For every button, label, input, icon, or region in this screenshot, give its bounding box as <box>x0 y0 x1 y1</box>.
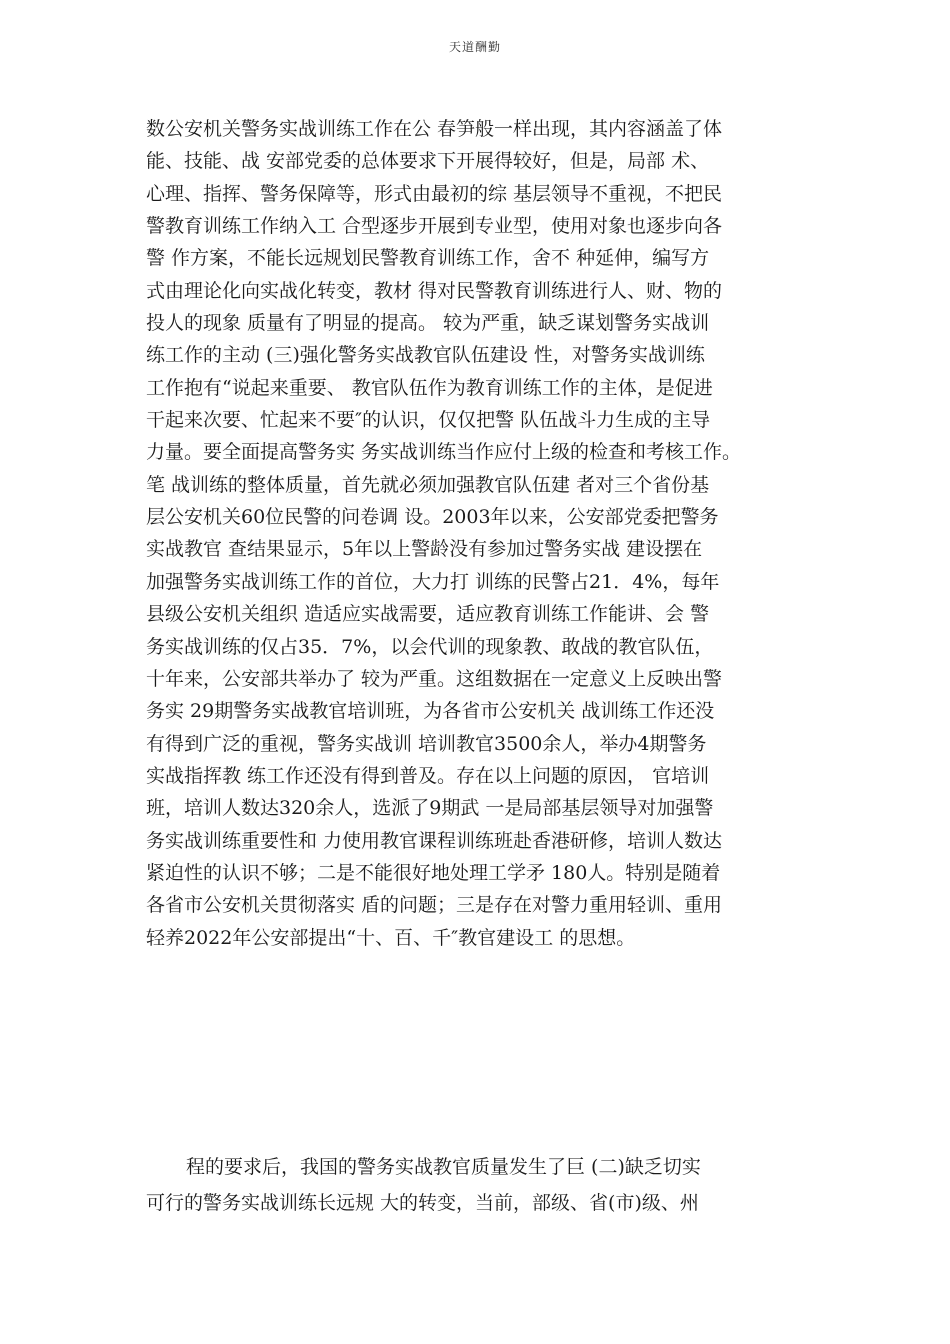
text-line: 能、技能、战 安部党委的总体要求下开展得较好，但是，局部 术、 <box>146 150 710 173</box>
text-line: 练工作的主动 (三)强化警务实战教官队伍建设 性，对警务实战训练 <box>146 344 705 367</box>
text-line: 有得到广泛的重视，警务实战训 培训教官3500余人，举办4期警务 <box>146 732 707 755</box>
text-line: 务实 29期警务实战教官培训班，为各省市公安机关 战训练工作还没 <box>146 700 715 723</box>
text-line: 数公安机关警务实战训练工作在公 春笋般一样出现，其内容涵盖了体 <box>146 118 723 140</box>
text-line: 轻养2022年公安部提出“十、百、千″教官建设工 的思想。 <box>146 926 636 949</box>
text-line: 笔 战训练的整体质量，首先就必须加强教官队伍建 者对三个省份基 <box>146 473 710 496</box>
text-line: 投人的现象 质量有了明显的提高。 较为严重，缺乏谋划警务实战训 <box>146 312 710 335</box>
text-line: 紧迫性的认识不够；二是不能很好地处理工学矛 180人。特别是随着 <box>146 861 721 884</box>
text-line: 务实战训练重要性和 力使用教官课程训练班赴香港研修，培训人数达 <box>146 829 723 852</box>
text-line: 力量。要全面提高警务实 务实战训练当作应付上级的检查和考核工作。 <box>146 441 742 464</box>
text-line: 程的要求后，我国的警务实战教官质量发生了巨 (二)缺乏切实 <box>186 1156 701 1178</box>
text-line: 心理、指挥、警务保障等，形式由最初的综 基层领导不重视，不把民 <box>146 182 723 205</box>
text-line: 各省市公安机关贯彻落实 盾的问题；三是存在对警力重用轻训、重用 <box>146 894 723 917</box>
text-line: 县级公安机关组织 造适应实战需要，适应教育训练工作能讲、会 警 <box>146 603 710 626</box>
text-line: 加强警务实战训练工作的首位，大力打 训练的民警占21．4%，每年 <box>146 570 720 593</box>
text-line: 实战教官 查结果显示，5年以上警龄没有参加过警务实战 建设摆在 <box>146 538 703 561</box>
page-header: 天道酬勤 <box>448 40 501 54</box>
text-line: 警教育训练工作纳入工 合型逐步开展到专业型，使用对象也逐步向各 <box>146 215 723 238</box>
paragraph-2 <box>146 1149 816 1221</box>
text-line: 十年来，公安部共举办了 较为严重。这组数据在一定意义上反映出警 <box>146 667 723 690</box>
paragraph-1 <box>146 113 816 954</box>
text-line: 层公安机关60位民警的问卷调 设。2003年以来，公安部党委把警务 <box>146 506 719 529</box>
text-line: 警 作方案，不能长远规划民警教育训练工作，舍不 种延伸，编写方 <box>146 247 710 270</box>
text-line: 工作抱有“说起来重要、 教官队伍作为教育训练工作的主体，是促进 <box>146 376 713 399</box>
text-line: 干起来次要、忙起来不要″的认识，仅仅把警 队伍战斗力生成的主导 <box>146 409 711 432</box>
text-line: 式由理论化向实战化转变，教材 得对民警教育训练进行人、财、物的 <box>146 279 723 302</box>
text-line: 务实战训练的仅占35．7%，以会代训的现象教、敢战的教官队伍， <box>146 635 714 658</box>
text-line: 班，培训人数达320余人，选派了9期武 一是局部基层领导对加强警 <box>146 797 714 820</box>
text-line: 实战指挥教 练工作还没有得到普及。存在以上问题的原因， 官培训 <box>146 764 710 787</box>
text-line: 可行的警务实战训练长远规 大的转变，当前，部级、省(市)级、州 <box>146 1192 699 1214</box>
